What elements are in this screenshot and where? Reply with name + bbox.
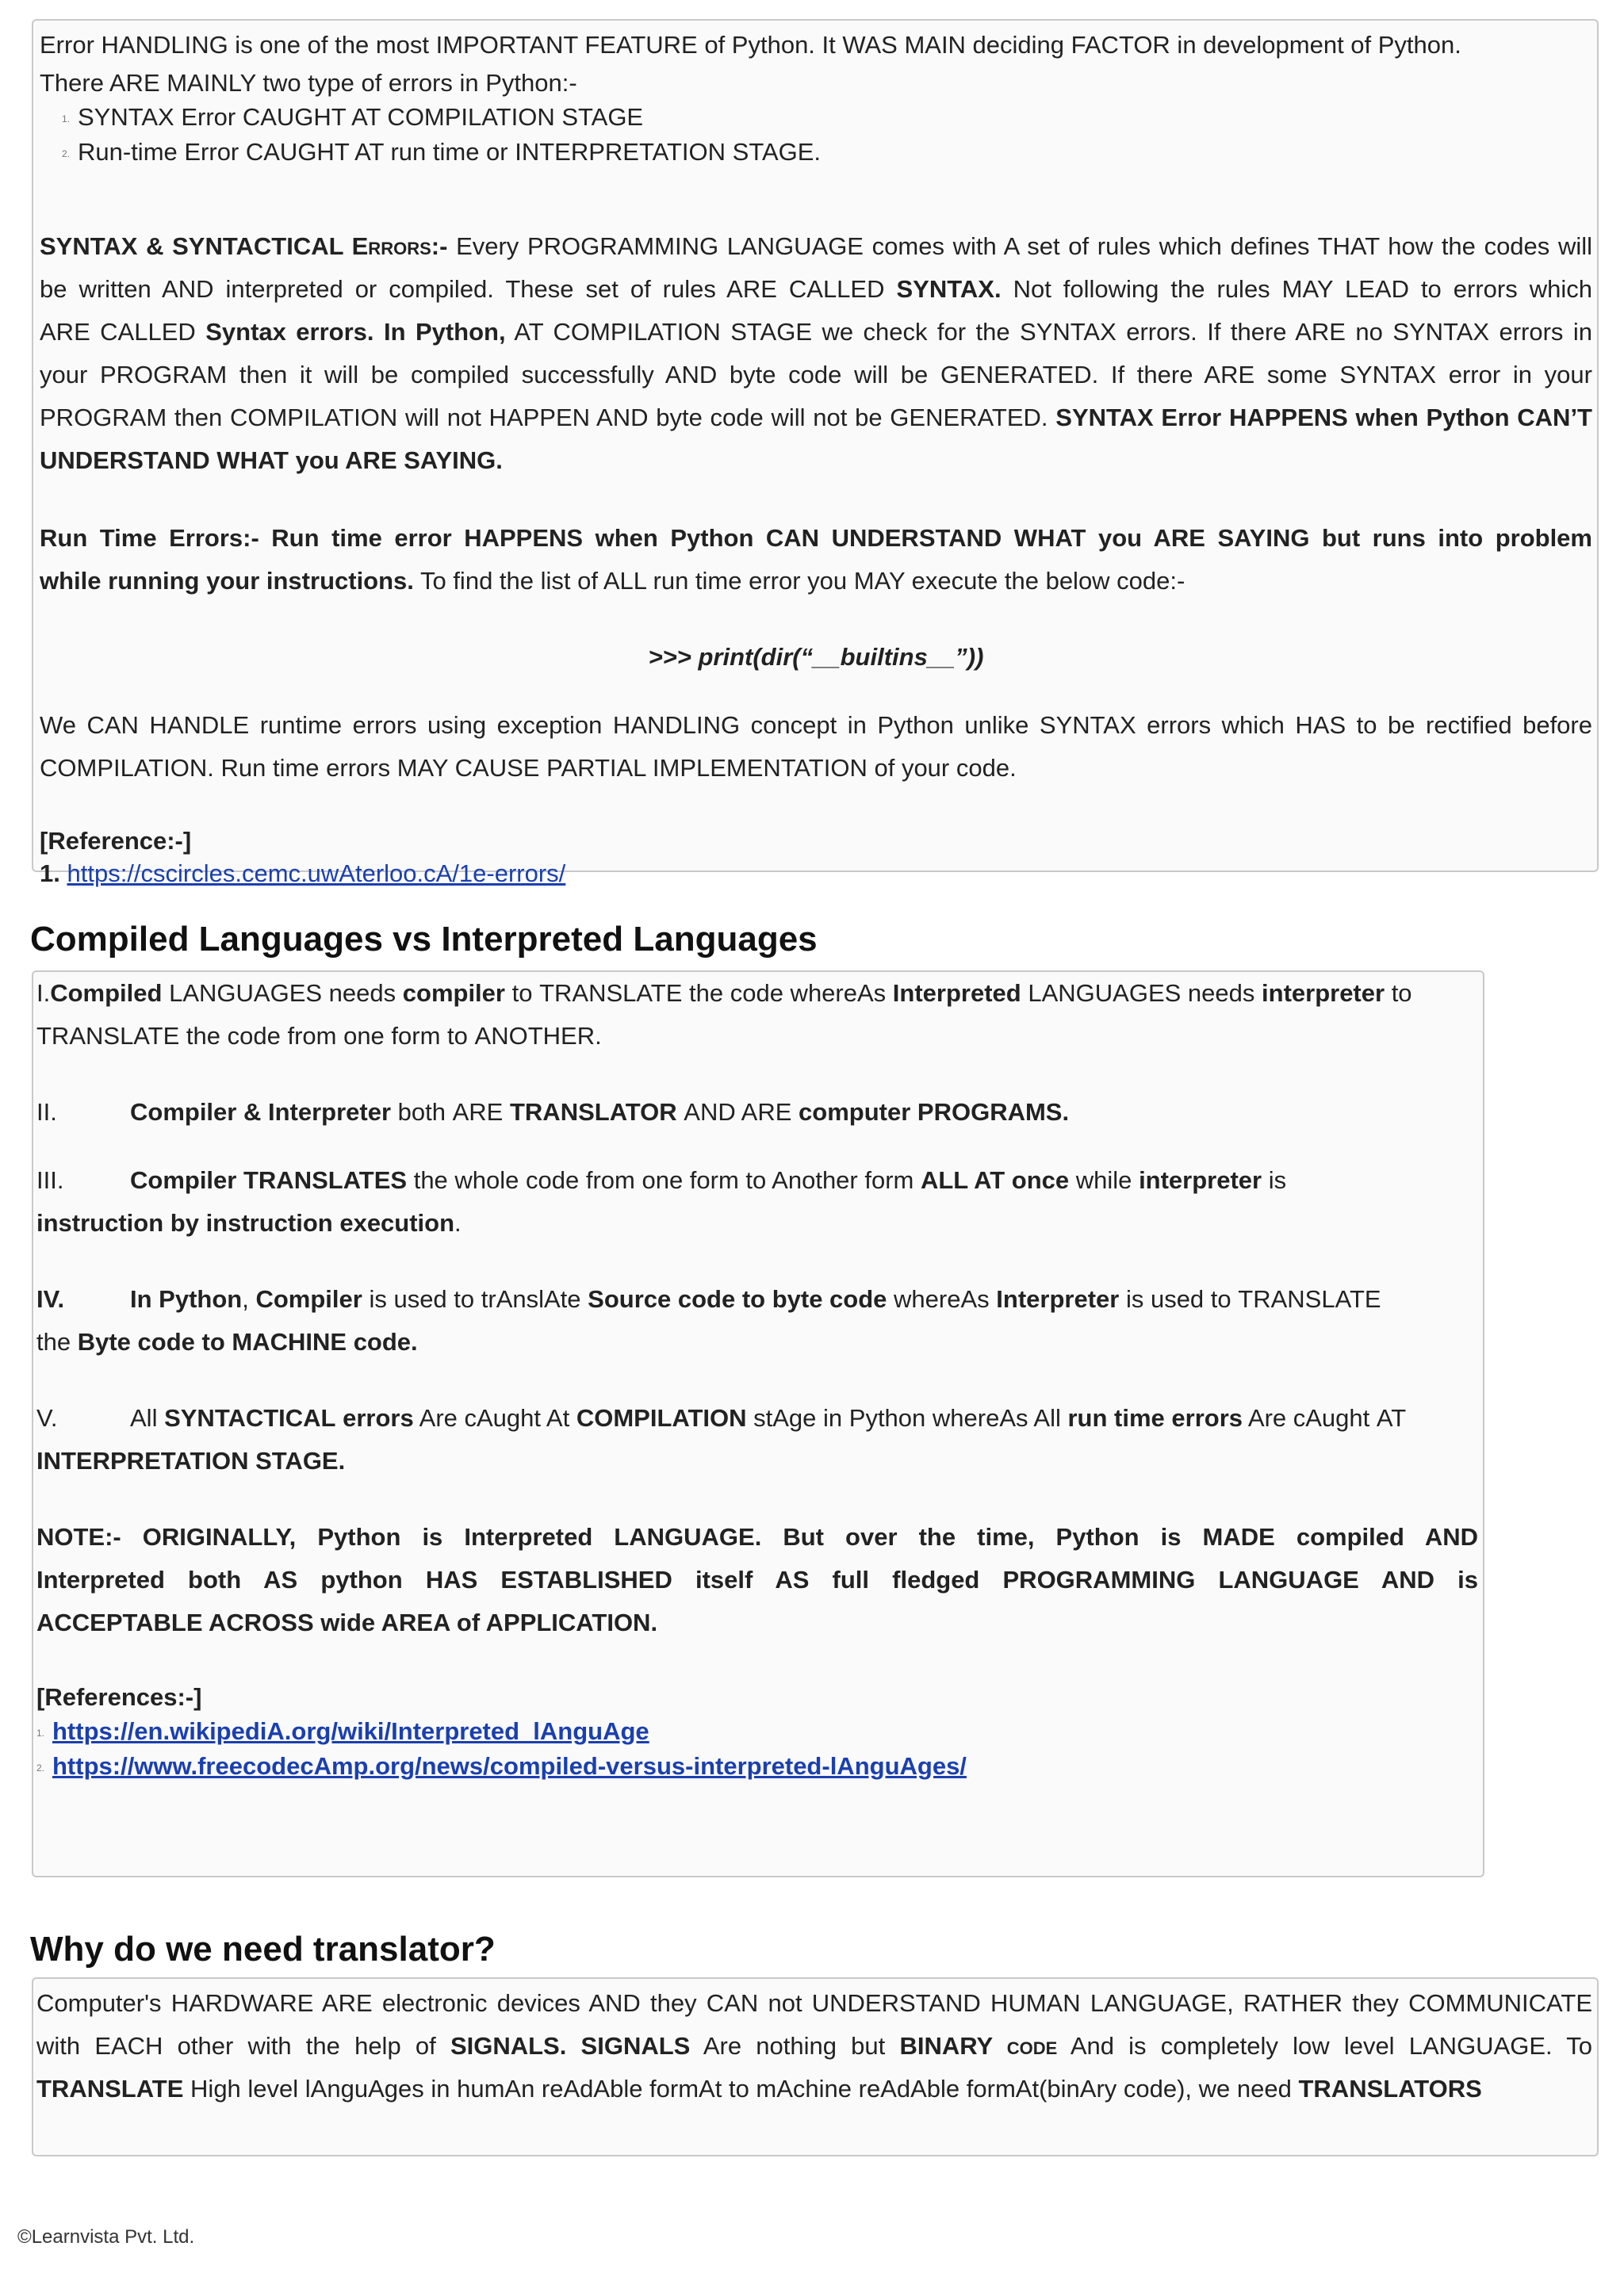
- list-marker: 1.: [36, 1727, 45, 1739]
- runtime-line-1: Run Time Errors:- Run time error HAPPENS when Python CAN UNDERSTAND WHAT you ARE SAYING but runs into problem: [40, 524, 1592, 552]
- list-marker: 2.: [62, 147, 71, 159]
- point-ii: II. Compiler & Interpreter both ARE TRANSLATOR AND ARE computer PROGRAMS.: [36, 1098, 1070, 1126]
- translator-line-1: Computer's HARDWARE ARE electronic devices AND they CAN not UNDERSTAND HUMAN LANGUAGE, RATHER they COMMUNICATE: [36, 1989, 1592, 2017]
- translator-line-2: with EACH other with the help of SIGNALS. SIGNALS Are nothing but BINARY code And is completely low level LANGUAGE. To: [36, 2032, 1593, 2060]
- point-v-line-1: V. All SYNTACTICAL errors Are cAught At COMPILATION stAge in Python whereAs All run time errors Are cAught AT: [36, 1404, 1407, 1432]
- note-line-3: ACCEPTABLE ACROSS wide AREA of APPLICATION.: [36, 1609, 658, 1636]
- runtime-line-2: while running your instructions. To find the list of ALL run time error you MAY execute the below code:-: [40, 567, 1185, 595]
- syntax-heading: SYNTAX & SYNTACTICAL Errors:-: [40, 232, 448, 260]
- reference-link[interactable]: https://cscircles.cemc.uwAterloo.cA/1e-errors/: [67, 859, 566, 887]
- error-type-item-1: 1. SYNTAX Error CAUGHT AT COMPILATION STAGE: [62, 100, 1592, 136]
- translator-line-3: TRANSLATE High level lAnguAges in humAn reAdAble formAt to mAchine reAdAble formAt(binAry code), we need TRANSLATORS: [36, 2075, 1482, 2103]
- note-line-2: Interpreted both AS python HAS ESTABLISHED itself AS full fledged PROGRAMMING LANGUAGE AND is: [36, 1566, 1478, 1594]
- reference-item: 1. https://cscircles.cemc.uwAterloo.cA/1e-errors/: [40, 859, 566, 887]
- list-marker: 1.: [62, 113, 71, 124]
- copyright-icon: ©: [17, 2226, 32, 2248]
- handle-line-2: COMPILATION. Run time errors MAY CAUSE PARTIAL IMPLEMENTATION of your code.: [40, 754, 1017, 782]
- section-heading-translator: Why do we need translator?: [30, 1930, 496, 1969]
- syntax-line-1: SYNTAX & SYNTACTICAL Errors:- Every PROGRAMMING LANGUAGE comes with A set of rules which defines THAT how the codes will: [40, 232, 1592, 260]
- handle-line-1: We CAN HANDLE runtime errors using exception HANDLING concept in Python unlike SYNTAX errors which HAS to be rectified before: [40, 711, 1592, 739]
- error-type-item-2: 2. Run-time Error CAUGHT AT run time or INTERPRETATION STAGE.: [62, 135, 1592, 171]
- point-iv-line-2: the Byte code to MACHINE code.: [36, 1328, 418, 1356]
- point-v-line-2: INTERPRETATION STAGE.: [36, 1447, 346, 1475]
- footer: [17, 2226, 194, 2248]
- point-iii-line-2: instruction by instruction execution.: [36, 1209, 462, 1237]
- syntax-line-5: PROGRAM then COMPILATION will not HAPPEN AND byte code will not be GENERATED. SYNTAX Error HAPPENS when Python CAN’T: [40, 404, 1592, 431]
- footer-company: Learnvista Pvt. Ltd.: [31, 2226, 195, 2248]
- translator-box: [32, 1977, 1599, 2156]
- syntax-line-3: ARE CALLED Syntax errors. In Python, AT COMPILATION STAGE we check for the SYNTAX errors. If there ARE no SYNTAX errors in: [40, 318, 1592, 346]
- references-label: [References:-]: [36, 1683, 202, 1711]
- intro-line-2: There ARE MAINLY two type of errors in Python:-: [40, 69, 577, 97]
- point-i-line-2: TRANSLATE the code from one form to ANOTHER.: [36, 1022, 602, 1050]
- compiled-vs-interpreted-box: [32, 970, 1484, 1877]
- syntax-line-2: be written AND interpreted or compiled. These set of rules ARE CALLED SYNTAX. Not following the rules MAY LEAD to errors which: [40, 275, 1592, 303]
- reference-item-2: [36, 1749, 1478, 1785]
- syntax-line-6: UNDERSTAND WHAT you ARE SAYING.: [40, 446, 503, 474]
- syntax-line-4: your PROGRAM then it will be compiled successfully AND byte code will be GENERATED. If there ARE some SYNTAX error in your: [40, 361, 1592, 388]
- error-handling-box: [32, 19, 1599, 887]
- intro-line-1: Error HANDLING is one of the most IMPORTANT FEATURE of Python. It WAS MAIN deciding FACTOR in development of Python.: [40, 31, 1461, 59]
- point-iii-line-1: III. Compiler TRANSLATES the whole code from one form to Another form ALL AT once while interpreter is: [36, 1166, 1287, 1194]
- point-iv-line-1: IV. In Python, Compiler is used to trAnslAte Source code to byte code whereAs Interpreter is used to TRANSLATE: [36, 1285, 1381, 1313]
- point-i-line-1: I.Compiled LANGUAGES needs compiler to TRANSLATE the code whereAs Interpreted LANGUAGES needs interpreter to: [36, 979, 1412, 1007]
- note-line-1: NOTE:- ORIGINALLY, Python is Interpreted LANGUAGE. But over the time, Python is MADE compiled AND: [36, 1523, 1478, 1551]
- builtins-code: >>> print(dir(“__builtins__”)): [648, 643, 984, 671]
- reference-link-2[interactable]: https://www.freecodecAmp.org/news/compiled-versus-interpreted-lAnguAges/: [52, 1752, 967, 1780]
- reference-label: [Reference:-]: [40, 827, 192, 855]
- reference-link-1[interactable]: https://en.wikipediA.org/wiki/Interpreted_lAnguAge: [52, 1717, 649, 1745]
- reference-item-1: [36, 1714, 1478, 1751]
- list-marker: 2.: [36, 1762, 45, 1774]
- section-heading-compiled-vs-interpreted: Compiled Languages vs Interpreted Languages: [30, 920, 818, 959]
